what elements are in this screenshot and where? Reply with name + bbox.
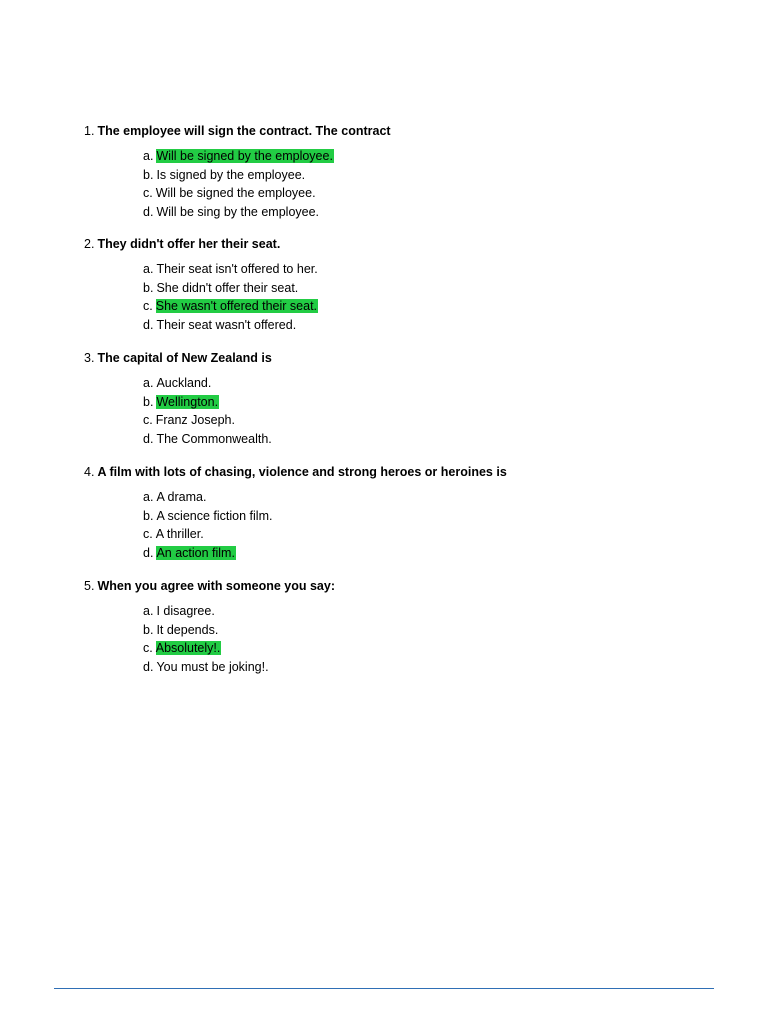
question-text: The capital of New Zealand is (97, 351, 272, 365)
option-text: Will be sing by the employee. (156, 205, 320, 220)
option-c (143, 297, 724, 316)
option-letter: a. (143, 149, 154, 163)
question-3 (84, 350, 724, 449)
correct-answer-highlight: Absolutely!. (155, 641, 221, 656)
option-letter: d. (143, 318, 154, 333)
correct-answer-highlight: Wellington. (156, 394, 219, 409)
option-letter: a. (143, 604, 154, 618)
option-text: Franz Joseph. (155, 413, 235, 428)
option-text: It depends. (156, 622, 219, 637)
option-text: She didn't offer their seat. (156, 280, 299, 295)
footer-divider (54, 988, 714, 989)
correct-answer-highlight: An action film. (156, 546, 235, 561)
answer-options (84, 260, 724, 335)
option-text: Will be signed the employee. (155, 186, 316, 201)
question-2 (84, 236, 724, 335)
option-text: I disagree. (156, 604, 215, 618)
option-letter: b. (143, 280, 154, 295)
option-letter: a. (143, 262, 154, 276)
option-letter: c. (143, 186, 153, 201)
option-letter: d. (143, 432, 154, 447)
option-b (143, 279, 724, 298)
option-letter: b. (143, 167, 154, 182)
option-text: The Commonwealth. (156, 432, 272, 447)
option-text: You must be joking!. (156, 660, 269, 675)
option-letter: b. (143, 508, 154, 523)
question-number: 2. (84, 237, 95, 251)
option-b (143, 621, 724, 640)
question-4 (84, 464, 724, 563)
question-heading (84, 350, 724, 366)
question-1 (84, 123, 724, 222)
correct-answer-highlight: Will be signed by the employee. (156, 149, 333, 163)
option-text: Their seat isn't offered to her. (156, 262, 318, 276)
question-5 (84, 578, 724, 677)
option-c (143, 639, 724, 658)
option-a (143, 488, 724, 507)
question-number: 5. (84, 579, 95, 593)
option-text: A thriller. (155, 527, 204, 542)
option-letter: d. (143, 546, 154, 561)
option-text: A science fiction film. (156, 508, 273, 523)
correct-answer-highlight: She wasn't offered their seat. (155, 299, 318, 314)
option-c (143, 411, 724, 430)
question-heading (84, 123, 724, 139)
question-text: A film with lots of chasing, violence and strong heroes or heroines is (97, 465, 507, 479)
question-heading (84, 236, 724, 252)
answer-options (84, 374, 724, 449)
option-text: Auckland. (156, 376, 212, 390)
option-d (143, 430, 724, 449)
option-letter: c. (143, 299, 153, 314)
question-number: 4. (84, 465, 95, 479)
question-number: 1. (84, 124, 95, 138)
option-b (143, 393, 724, 412)
option-d (143, 316, 724, 335)
question-text: When you agree with someone you say: (97, 579, 335, 593)
option-text: Their seat wasn't offered. (156, 318, 297, 333)
option-b (143, 166, 724, 185)
option-letter: a. (143, 376, 154, 390)
option-a (143, 602, 724, 621)
option-letter: b. (143, 622, 154, 637)
option-letter: d. (143, 205, 154, 220)
question-heading (84, 578, 724, 594)
question-heading (84, 464, 724, 480)
option-text: A drama. (156, 490, 207, 504)
option-a (143, 260, 724, 279)
option-d (143, 658, 724, 677)
option-text: Is signed by the employee. (156, 167, 306, 182)
option-c (143, 184, 724, 203)
answer-options (84, 488, 724, 563)
option-letter: b. (143, 394, 154, 409)
option-c (143, 525, 724, 544)
option-d (143, 203, 724, 222)
option-a (143, 147, 724, 166)
option-letter: c. (143, 413, 153, 428)
option-b (143, 507, 724, 526)
option-letter: c. (143, 641, 153, 656)
answer-options (84, 602, 724, 677)
question-text: The employee will sign the contract. The contract (97, 124, 391, 138)
option-letter: d. (143, 660, 154, 675)
question-number: 3. (84, 351, 95, 365)
option-d (143, 544, 724, 563)
option-a (143, 374, 724, 393)
answer-options (84, 147, 724, 222)
question-text: They didn't offer her their seat. (97, 237, 281, 251)
option-letter: a. (143, 490, 154, 504)
option-letter: c. (143, 527, 153, 542)
